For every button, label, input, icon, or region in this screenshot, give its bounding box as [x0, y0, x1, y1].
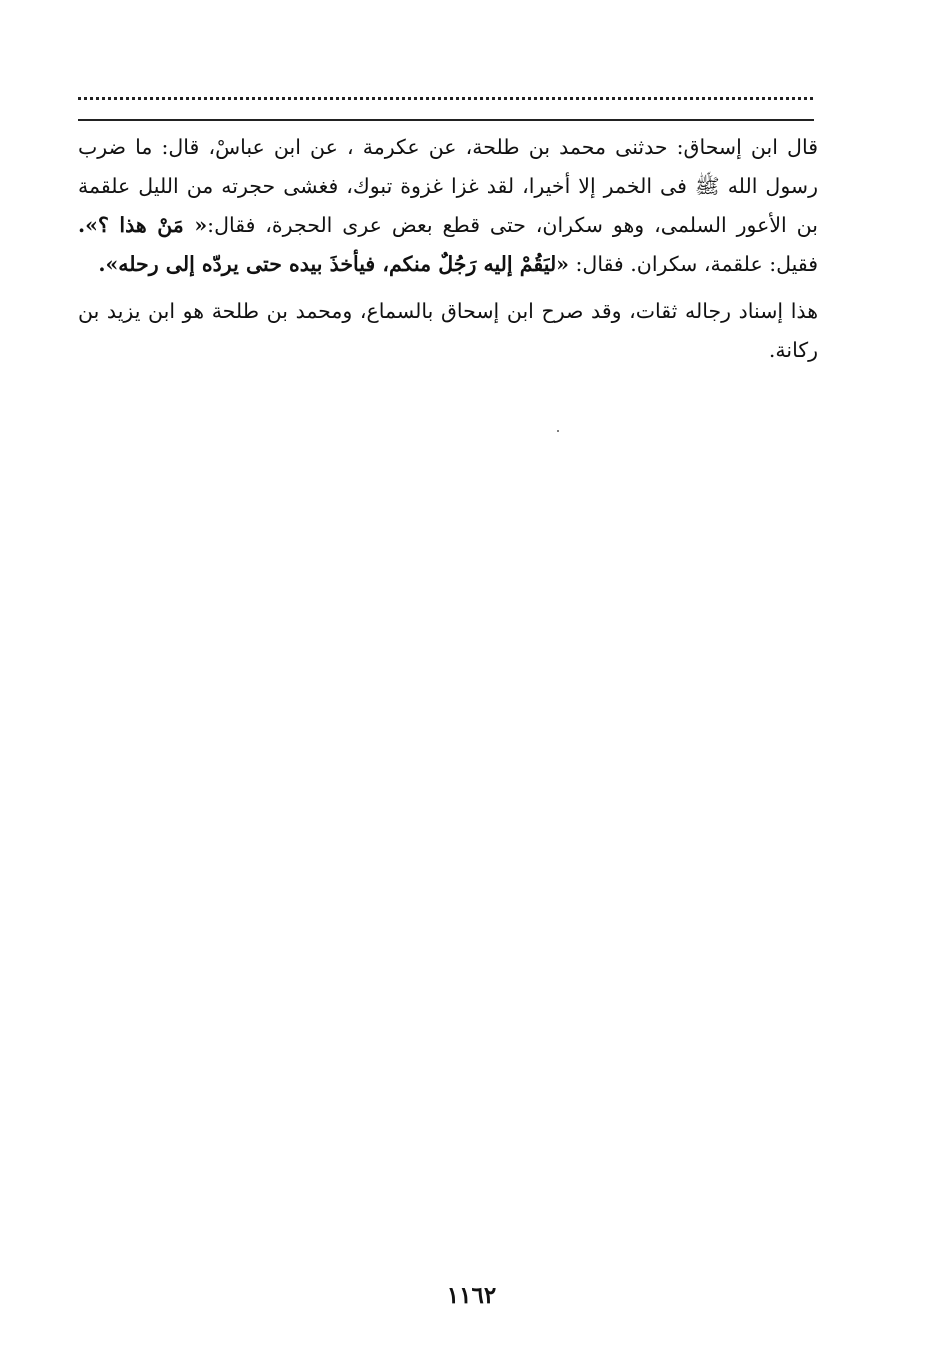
- header-solid-rule: [78, 119, 814, 121]
- page-number: ١١٦٢: [446, 1282, 497, 1309]
- page-body: [78, 128, 818, 370]
- paragraph-hadith: [78, 128, 818, 284]
- hadith-answer: فقيل: علقمة، سكران. فقال:: [569, 252, 818, 276]
- hadith-question: « مَنْ هذا ؟».: [78, 213, 208, 237]
- scan-speck: [557, 430, 559, 432]
- hadith-quote: «ليَقُمْ إليه رَجُلٌ منكم، فيأخذَ بيده حتى يردّه إلى رحله».: [98, 252, 569, 276]
- header-dotted-rule: [78, 97, 813, 100]
- hadith-intro: قال ابن إسحاق: حدثنى محمد بن طلحة، عن عكرمة ، عن ابن عباسْ، قال: ما ضرب رسول الله ﷺ فى الخمر إلا أخيرا، لقد غزا غزوة تبوك، فغشى حجرته من الليل علقمة بن الأعور السلمى، وهو سكران، حتى قطع بعض عرى الحجرة، فقال:: [78, 135, 818, 237]
- paragraph-isnad-note: هذا إسناد رجاله ثقات، وقد صرح ابن إسحاق بالسماع، ومحمد بن طلحة هو ابن يزيد بن ركانة.: [78, 299, 818, 362]
